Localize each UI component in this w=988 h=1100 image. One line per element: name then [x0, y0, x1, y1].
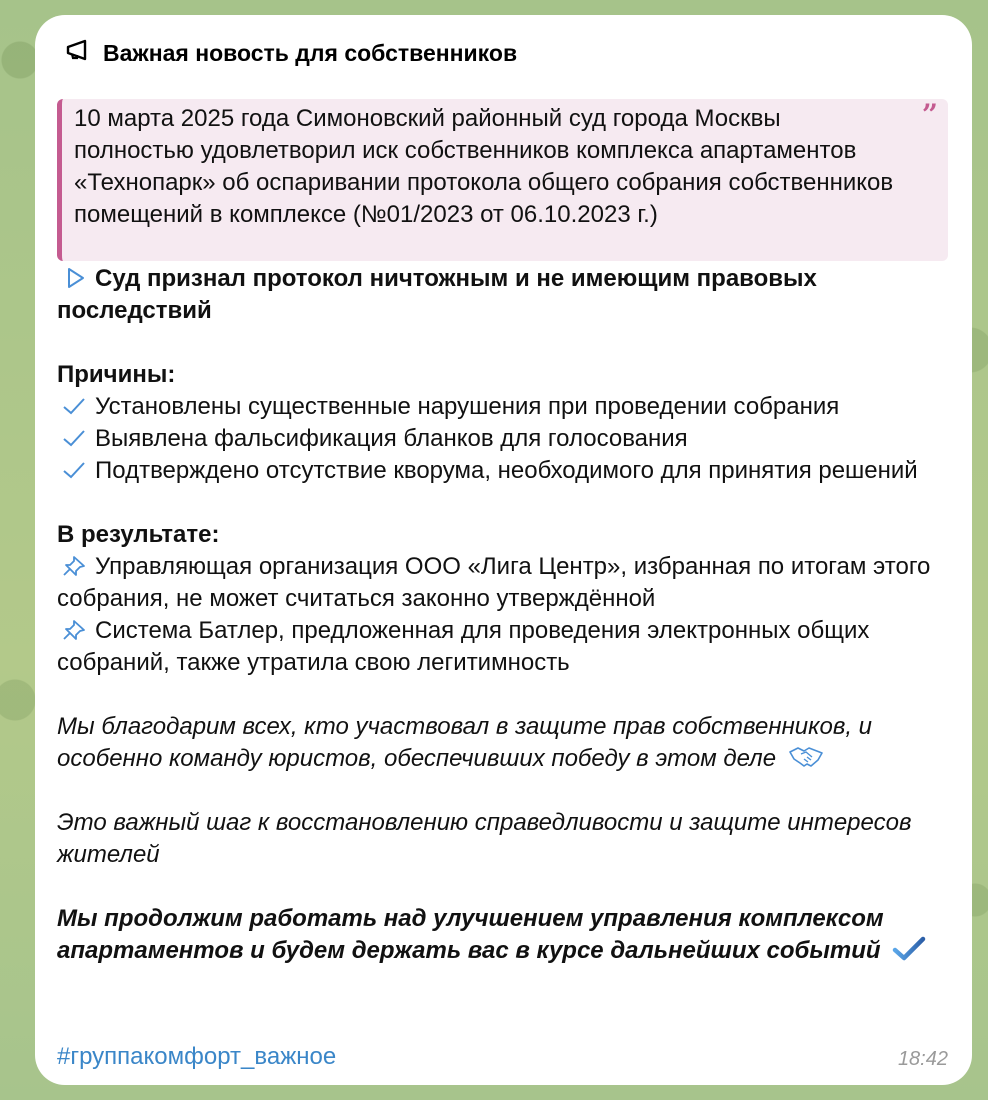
check-mark-icon — [891, 936, 927, 962]
blockquote — [57, 99, 948, 261]
check-icon — [61, 426, 87, 448]
reason-item: Установлены существенные нарушения при проведении собрания — [57, 391, 948, 423]
pushpin-icon — [61, 618, 87, 640]
message-title-text: Важная новость для собственников — [103, 40, 518, 66]
message-time: 18:42 — [897, 1048, 948, 1070]
results-heading: В результате: — [57, 521, 220, 548]
closing-paragraph: Мы продолжим работать над улучшением управления комплексом апартаментов и будем держать вас в курсе дальнейших событий — [57, 903, 948, 967]
reason-item: Подтверждено отсутствие кворума, необходимого для принятия решений — [57, 455, 948, 487]
message-title — [65, 37, 948, 69]
result-item: Управляющая организация ООО «Лига Центр», избранная по итогам этого собрания, не может считаться законно утверждённой — [57, 553, 931, 612]
result-item: Система Батлер, предложенная для проведения электронных общих собраний, также утратила свою легитимность — [57, 617, 870, 676]
quote-mark-icon: ” — [921, 98, 938, 131]
message-footer — [57, 1041, 948, 1073]
pushpin-icon — [61, 554, 87, 576]
quote-text: 10 марта 2025 года Симоновский районный суд города Москвы полностью удовлетворил иск собственников комплекса апартаментов «Технопарк» об оспаривании протокола общего собрания собственников помещений в комплексе (№01/2023 от 06.10.2023 г.) — [74, 105, 894, 228]
reason-item: Выявлена фальсификация бланков для голосования — [57, 423, 948, 455]
play-triangle-icon — [61, 266, 87, 288]
check-icon — [61, 394, 87, 416]
check-icon — [61, 458, 87, 480]
handshake-icon — [787, 744, 825, 770]
megaphone-icon — [65, 37, 91, 69]
step-paragraph: Это важный шаг к восстановлению справедливости и защите интересов жителей — [57, 809, 912, 868]
hashtag-link[interactable]: #группакомфорт_важное — [57, 1043, 337, 1070]
reasons-heading: Причины: — [57, 361, 176, 388]
message-bubble — [35, 15, 972, 1085]
thanks-paragraph: Мы благодарим всех, кто участвовал в защите прав собственников, и особенно команду юристов, обеспечивших победу в этом деле — [57, 713, 873, 772]
verdict-line — [57, 263, 948, 327]
verdict-text: Суд признал протокол ничтожным и не имеющим правовых последствий — [57, 265, 817, 324]
